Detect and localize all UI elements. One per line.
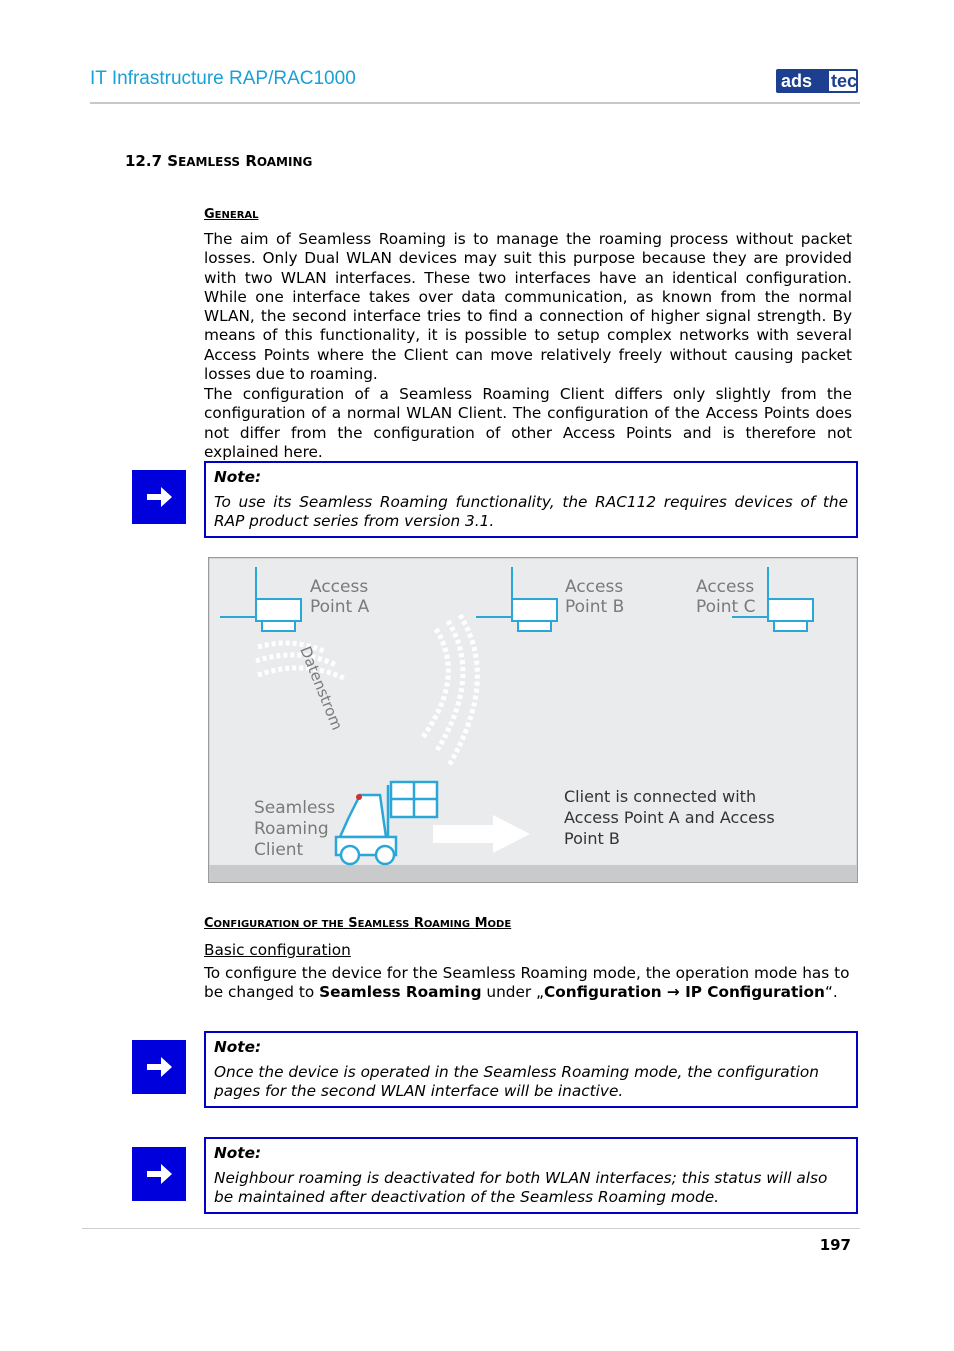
right-arrow-icon bbox=[132, 1147, 186, 1201]
ap-c-label-1: Access bbox=[696, 577, 755, 597]
data-stream-label: Datenstrom bbox=[296, 643, 347, 733]
note-title: Note: bbox=[214, 1038, 262, 1056]
ap-b-label-1: Access bbox=[565, 577, 624, 597]
adstec-logo bbox=[776, 69, 858, 93]
right-arrow-icon bbox=[132, 470, 186, 524]
status-label-1: Client is connected with bbox=[564, 787, 757, 806]
header-divider bbox=[90, 102, 860, 104]
client-label-1: Seamless bbox=[254, 798, 336, 818]
note-text: Neighbour roaming is deactivated for both WLAN interfaces; this status will also be maintained after deactivation of the Seamless Roaming mode. bbox=[214, 1168, 828, 1206]
ap-a-label-1: Access bbox=[310, 577, 369, 597]
status-label-3: Point B bbox=[564, 829, 620, 848]
page-header-title: IT Infrastructure RAP/RAC1000 bbox=[90, 68, 356, 89]
basic-configuration-heading: Basic configuration bbox=[204, 941, 351, 959]
section-title: 12.7 SEAMLESS ROAMING bbox=[125, 152, 313, 170]
ap-a-label-2: Point A bbox=[310, 597, 370, 617]
config-paragraph: To configure the device for the Seamless Roaming mode, the operation mode has to be changed to Seamless Roaming under „Configuration → IP Configuration“. bbox=[204, 964, 850, 1002]
seamless-roaming-diagram bbox=[208, 557, 858, 883]
logo-ads-text: ads bbox=[781, 71, 813, 91]
footer-divider bbox=[82, 1228, 860, 1229]
client-label-2: Roaming bbox=[254, 819, 329, 839]
right-arrow-icon bbox=[132, 1040, 186, 1094]
config-heading: CONFIGURATION OF THE SEAMLESS ROAMING MODE bbox=[204, 916, 512, 931]
logo-tec-text: tec bbox=[831, 71, 858, 91]
note-text: Once the device is operated in the Seamless Roaming mode, the configuration pages for the second WLAN interface will be inactive. bbox=[214, 1062, 819, 1100]
general-paragraph-1: The aim of Seamless Roaming is to manage the roaming process without packet losses. Only Dual WLAN devices may suit this purpose because they are provided with two WLAN interfaces. These two interfaces have an identical configuration. While one interface takes over data communication, as known from the normal WLAN, the second interface tries to find a connection of higher signal strength. By means of this functionality, it is possible to setup complex networks with several Access Points where the Client can move relatively freely without causing packet losses due to roaming. bbox=[204, 230, 852, 384]
note-box-2 bbox=[204, 1031, 858, 1108]
general-paragraph-2: The configuration of a Seamless Roaming Client differs only slightly from the configuration of a normal WLAN Client. The configuration of the Access Points does not differ from the configuration of other Access Points and is therefore not explained here. bbox=[204, 385, 852, 461]
general-heading: GENERAL bbox=[204, 207, 259, 222]
note-title: Note: bbox=[214, 468, 262, 486]
note-text: To use its Seamless Roaming functionality, the RAC112 requires devices of the RAP product series from version 3.1. bbox=[214, 492, 848, 530]
note-box-3 bbox=[204, 1137, 858, 1214]
note-box-1 bbox=[204, 461, 858, 538]
status-label-2: Access Point A and Access bbox=[564, 808, 775, 827]
page-number: 197 bbox=[819, 1236, 851, 1254]
ap-b-label-2: Point B bbox=[565, 597, 625, 617]
ap-c-label-2: Point C bbox=[696, 597, 756, 617]
client-label-3: Client bbox=[254, 840, 304, 860]
note-title: Note: bbox=[214, 1144, 262, 1162]
